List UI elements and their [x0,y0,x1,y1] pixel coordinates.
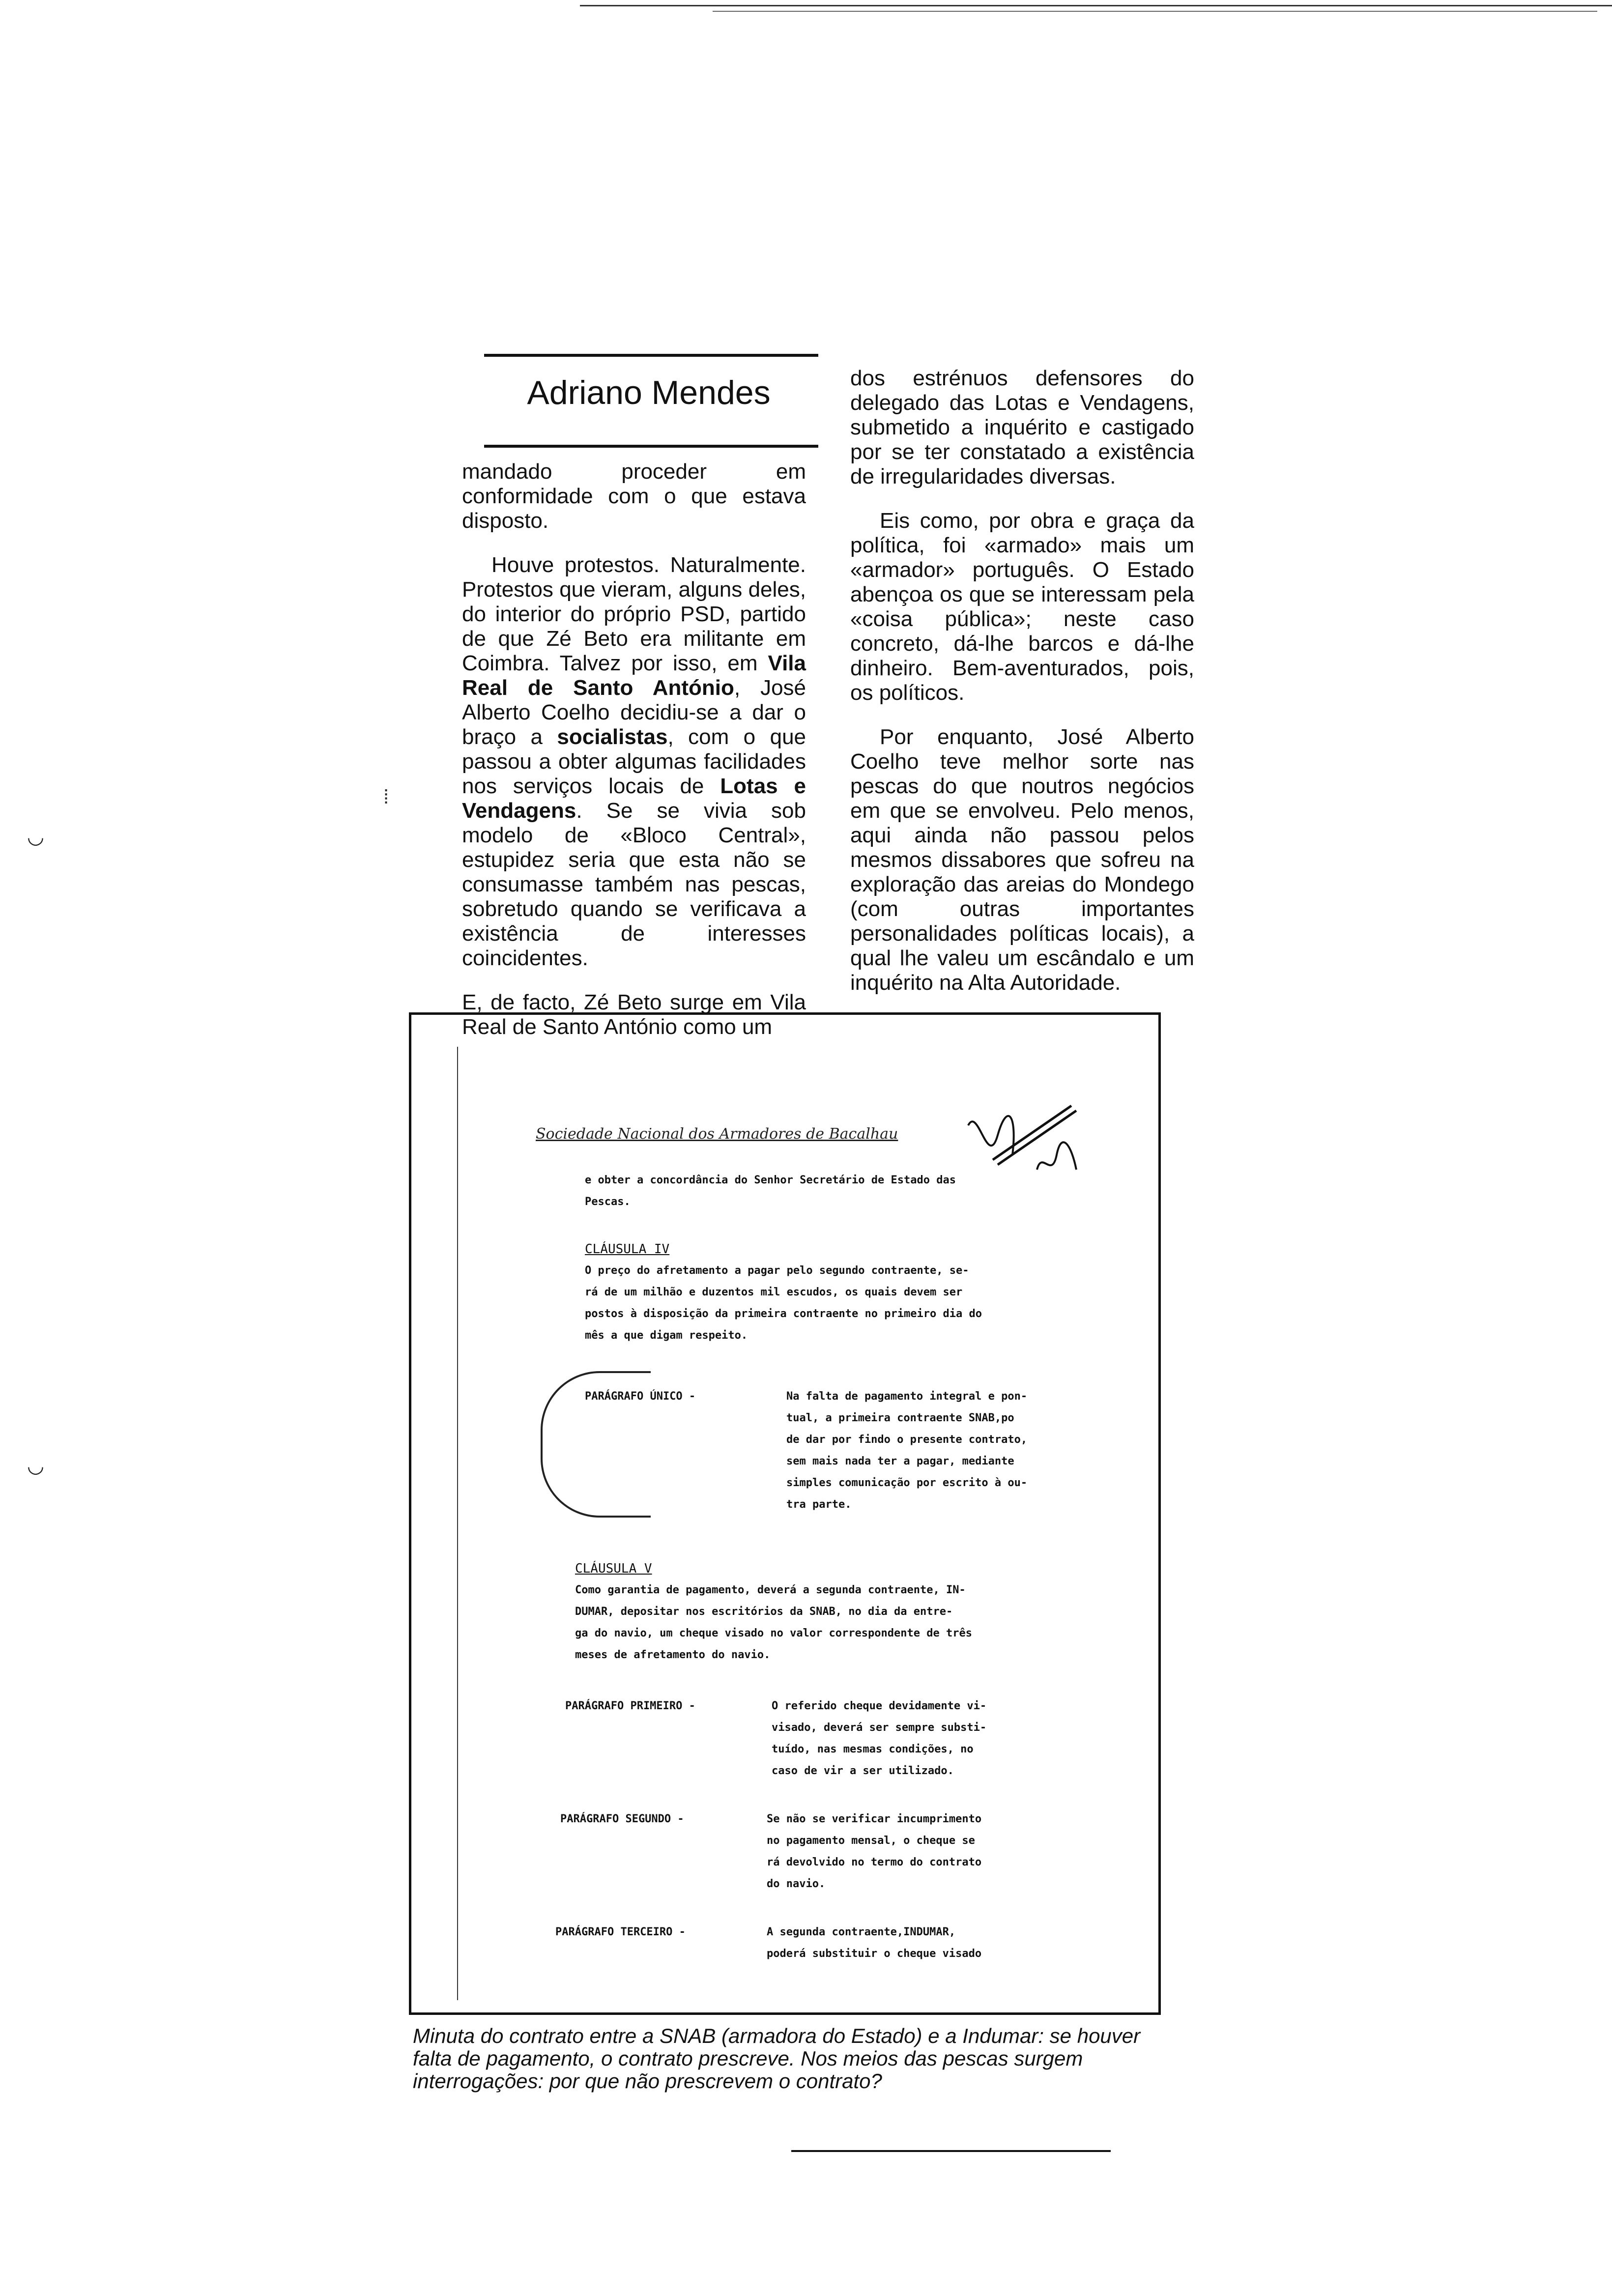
byline-rule-bottom [484,445,818,448]
col2-paragraph-1: dos estrénuos defensores do delegado das Lotas e Vendagens, submetido a inquérito e castigado por se ter constatado a existência de irregularidades diversas. [850,366,1194,488]
paragrafo-primeiro-text: O referido cheque devidamente vi- visado, deverá ser sempre substi- tuído, nas mesmas condições, no caso de vir a ser utilizado. [772,1700,987,1777]
signature-image [958,1096,1086,1184]
col2-paragraph-3: Por enquanto, José Alberto Coelho teve melhor sorte nas pescas do que noutros negócios em que se envolveu. Pelo menos, aqui ainda não passou pelos mesmos dissabores que sofreu na exploração das areias do Mondego (com outras importantes personalidades políticas locais), a qual lhe valeu um escândalo e um inquérito na Alta Autoridade. [850,725,1194,995]
clause-iv-title: CLÁUSULA IV [585,1242,670,1257]
punch-hole-mark: ◡ [27,1455,44,1477]
paragrafo-unico-label: PARÁGRAFO ÚNICO - [585,1390,696,1403]
col2-paragraph-2: Eis como, por obra e graça da política, foi «armado» mais um «armador» português. O Estado abençoa os que se interessam pela «coisa pública»; neste caso concreto, dá-lhe barcos e dá-lhe dinheiro. Bem-aventurados, pois, os políticos. [850,509,1194,705]
top-rule-secondary [713,11,1597,12]
paragrafo-unico-text: Na falta de pagamento integral e pon- tual, a primeira contraente SNAB,po de dar por findo o presente contrato, sem mais nada ter a pagar, mediante simples comunicação por escrito à ou- tra parte. [786,1390,1028,1511]
punch-hole-mark: ◡ [27,826,44,848]
article-column-2 [850,366,1194,1015]
col1-paragraph-3: E, de facto, Zé Beto surge em Vila Real de Santo António como um [462,990,806,1039]
paragrafo-terceiro-text: A segunda contraente,INDUMAR, poderá substituir o cheque visado [767,1926,982,1960]
paragrafo-segundo-text: Se não se verificar incumprimento no pagamento mensal, o cheque se rá devolvido no termo do contrato do navio. [767,1813,982,1890]
contract-intro: e obter a concordância do Senhor Secretário de Estado das Pescas. [585,1174,956,1208]
byline-rule-top [484,354,818,357]
paragrafo-terceiro-label: PARÁGRAFO TERCEIRO - [555,1926,686,1938]
top-rule [580,5,1612,6]
caption-rule [791,2150,1111,2152]
clause-v-title: CLÁUSULA V [575,1561,652,1576]
contract-letterhead: Sociedade Nacional dos Armadores de Bacalhau [536,1125,898,1143]
article-column-1 [462,459,806,1059]
clause-v: CLÁUSULA V Como garantia de pagamento, deverá a segunda contraente, IN- DUMAR, depositar nos escritórios da SNAB, no dia da entre- ga do navio, um cheque visado no valor correspondente de três meses de afretamento do navio. [575,1558,972,1666]
col1-paragraph-2: Houve protestos. Naturalmente. Protestos que vieram, alguns deles, do interior do próprio PSD, partido de que Zé Beto era militante em Coimbra. Talvez por isso, em Vila Real de Santo António, José Alberto Coelho decidiu-se a dar o braço a socialistas, com o que passou a obter algumas facilidades nos serviços locais de Lotas e Vendagens. Se se vivia sob modelo de «Bloco Central», estupidez seria que esta não se consumasse também nas pescas, sobretudo quando se verificava a existência de interesses coincidentes. [462,553,806,970]
paragrafo-segundo-label: PARÁGRAFO SEGUNDO - [560,1813,684,1825]
clause-iv: CLÁUSULA IV O preço do afretamento a pagar pelo segundo contraente, se- rá de um milhão e duzentos mil escudos, os quais devem ser postos à disposição da primeira contraente no primeiro dia do mês a que digam respeito. [585,1238,982,1347]
byline: Adriano Mendes [527,374,771,411]
paragrafo-primeiro-label: PARÁGRAFO PRIMEIRO - [565,1700,695,1712]
image-caption: Minuta do contrato entre a SNAB (armadora do Estado) e a Indumar: se houver falta de pagamento, o contrato prescreve. Nos meios das pescas surgem interrogações: por que não prescrevem o contrato? [413,2024,1141,2093]
col1-paragraph-1: mandado proceder em conformidade com o que estava disposto. [462,459,806,533]
margin-mark: ⁞ [383,786,389,808]
